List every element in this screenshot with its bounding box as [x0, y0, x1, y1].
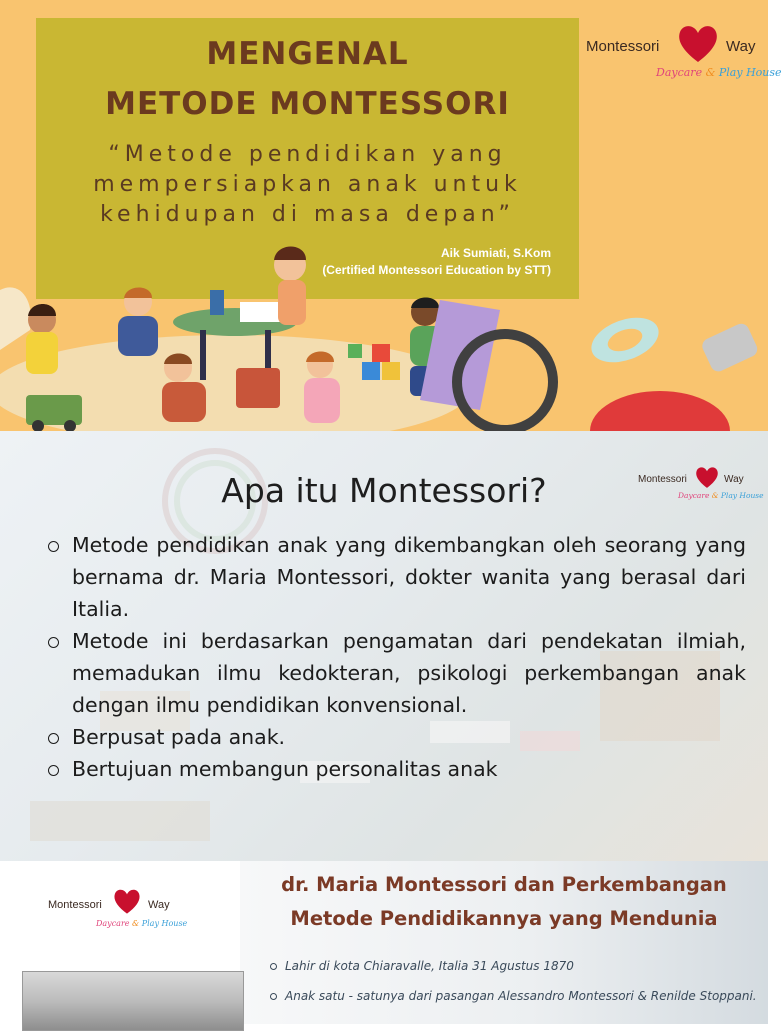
list-item: Metode ini berdasarkan pengamatan dari pendekatan ilmiah, memadukan ilmu kedokteran, psikologi perkembangan anak dengan ilmu pendidikan konvensional.: [48, 625, 746, 721]
quote-line-3: kehidupan di masa depan”: [100, 202, 515, 227]
circle-bullet-icon: [48, 765, 59, 776]
circle-bullet-icon: [48, 733, 59, 744]
circle-bullet-icon: [48, 637, 59, 648]
circle-bullet-icon: [270, 963, 277, 970]
author-name: Aik Sumiati, S.Kom: [440, 246, 551, 260]
montessori-way-logo: [636, 463, 764, 507]
list-item: Bertujuan membangun personalitas anak: [48, 753, 746, 785]
quote-line-2: mempersiapkan anak untuk: [93, 172, 522, 197]
logo-text-montessori: Montessori: [48, 899, 102, 911]
slide-cover: [0, 0, 782, 431]
bullet-list: [48, 529, 746, 785]
circle-bullet-icon: [270, 993, 277, 1000]
logo-text-way: Way: [148, 899, 170, 911]
logo-text-way: Way: [726, 38, 756, 55]
montessori-way-logo: [46, 887, 186, 937]
quote-line-1: “Metode pendidikan yang: [108, 142, 507, 167]
logo-tagline: Daycare & Play House: [656, 66, 782, 79]
heart-icon: [676, 22, 720, 64]
author-credential: (Certified Montessori Education by STT): [322, 263, 551, 277]
montessori-way-logo: [584, 18, 782, 88]
slide-what-is-montessori: [0, 431, 768, 861]
title-line-2: METODE MONTESSORI: [105, 86, 510, 122]
slide-title-line-1: dr. Maria Montessori dan Perkembangan: [281, 873, 727, 896]
logo-tagline: Daycare & Play House: [96, 919, 188, 928]
page-title: Apa itu Montessori?: [221, 471, 547, 510]
heart-icon: [112, 887, 142, 915]
list-item: Berpusat pada anak.: [48, 721, 746, 753]
list-item: Anak satu - satunya dari pasangan Alessandro Montessori & Renilde Stoppani.: [270, 989, 757, 1003]
logo-text-montessori: Montessori: [586, 38, 660, 55]
circle-bullet-icon: [48, 541, 59, 552]
logo-text-way: Way: [724, 474, 744, 485]
heart-icon: [694, 465, 720, 489]
portrait-photo: [22, 971, 244, 1031]
logo-tagline: Daycare & Play House: [678, 491, 764, 500]
slide-title-line-2: Metode Pendidikannya yang Mendunia: [290, 907, 718, 930]
list-item: Metode pendidikan anak yang dikembangkan oleh seorang yang bernama dr. Maria Montessori, dokter wanita yang berasal dari Italia.: [48, 529, 746, 625]
title-line-1: MENGENAL: [206, 36, 409, 72]
list-item: Lahir di kota Chiaravalle, Italia 31 Agustus 1870: [270, 959, 574, 973]
slide-maria-montessori: [0, 861, 768, 1024]
logo-text-montessori: Montessori: [638, 474, 687, 485]
children-illustration: [0, 240, 768, 431]
